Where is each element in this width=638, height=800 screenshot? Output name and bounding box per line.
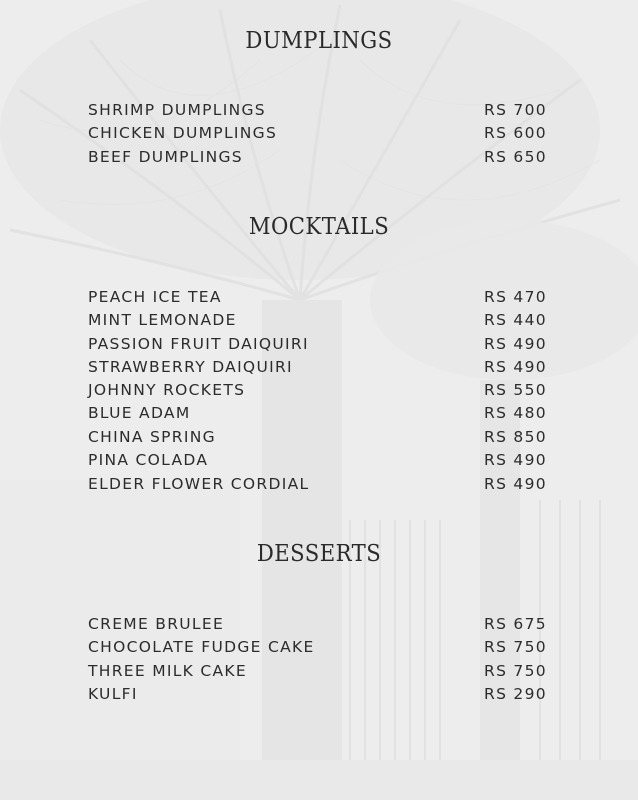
item-price: RS 550 xyxy=(484,381,547,399)
menu-item xyxy=(88,101,558,124)
item-price: RS 480 xyxy=(484,404,547,422)
item-name: ELDER FLOWER CORDIAL xyxy=(88,475,310,493)
item-name: CHOCOLATE FUDGE CAKE xyxy=(88,638,315,656)
menu-item xyxy=(88,662,558,685)
menu-item xyxy=(88,335,558,358)
item-name: CREME BRULEE xyxy=(88,615,225,633)
menu-item xyxy=(88,404,558,427)
item-name: SHRIMP DUMPLINGS xyxy=(88,101,266,119)
item-name: THREE MILK CAKE xyxy=(88,662,247,680)
item-price: RS 490 xyxy=(484,475,547,493)
item-name: PINA COLADA xyxy=(88,451,209,469)
item-price: RS 470 xyxy=(484,288,547,306)
item-price: RS 490 xyxy=(484,451,547,469)
menu-item xyxy=(88,638,558,661)
item-name: KULFI xyxy=(88,685,138,703)
item-name: PEACH ICE TEA xyxy=(88,288,222,306)
item-name: CHICKEN DUMPLINGS xyxy=(88,124,278,142)
section-title-mocktails: MOCKTAILS xyxy=(248,214,390,240)
menu-item xyxy=(88,428,558,451)
menu-item xyxy=(88,451,558,474)
item-price: RS 675 xyxy=(484,615,547,633)
item-price: RS 490 xyxy=(484,335,547,353)
item-price: RS 650 xyxy=(484,148,547,166)
item-name: STRAWBERRY DAIQUIRI xyxy=(88,358,293,376)
item-name: PASSION FRUIT DAIQUIRI xyxy=(88,335,309,353)
item-name: CHINA SPRING xyxy=(88,428,216,446)
menu-item xyxy=(88,615,558,638)
item-price: RS 490 xyxy=(484,358,547,376)
menu-item xyxy=(88,148,558,171)
menu-item xyxy=(88,358,558,381)
item-name: BEEF DUMPLINGS xyxy=(88,148,243,166)
menu-item xyxy=(88,381,558,404)
menu-item xyxy=(88,311,558,334)
item-name: BLUE ADAM xyxy=(88,404,191,422)
item-price: RS 440 xyxy=(484,311,547,329)
item-price: RS 700 xyxy=(484,101,547,119)
item-price: RS 750 xyxy=(484,662,547,680)
item-price: RS 850 xyxy=(484,428,547,446)
menu-item xyxy=(88,685,558,708)
item-name: JOHNNY ROCKETS xyxy=(88,381,246,399)
item-price: RS 600 xyxy=(484,124,547,142)
menu-item xyxy=(88,475,558,498)
item-price: RS 290 xyxy=(484,685,547,703)
item-price: RS 750 xyxy=(484,638,547,656)
item-name: MINT LEMONADE xyxy=(88,311,237,329)
menu-item xyxy=(88,124,558,147)
menu-item xyxy=(88,288,558,311)
section-title-dumplings: DUMPLINGS xyxy=(245,28,393,54)
section-title-desserts: DESSERTS xyxy=(256,541,382,567)
